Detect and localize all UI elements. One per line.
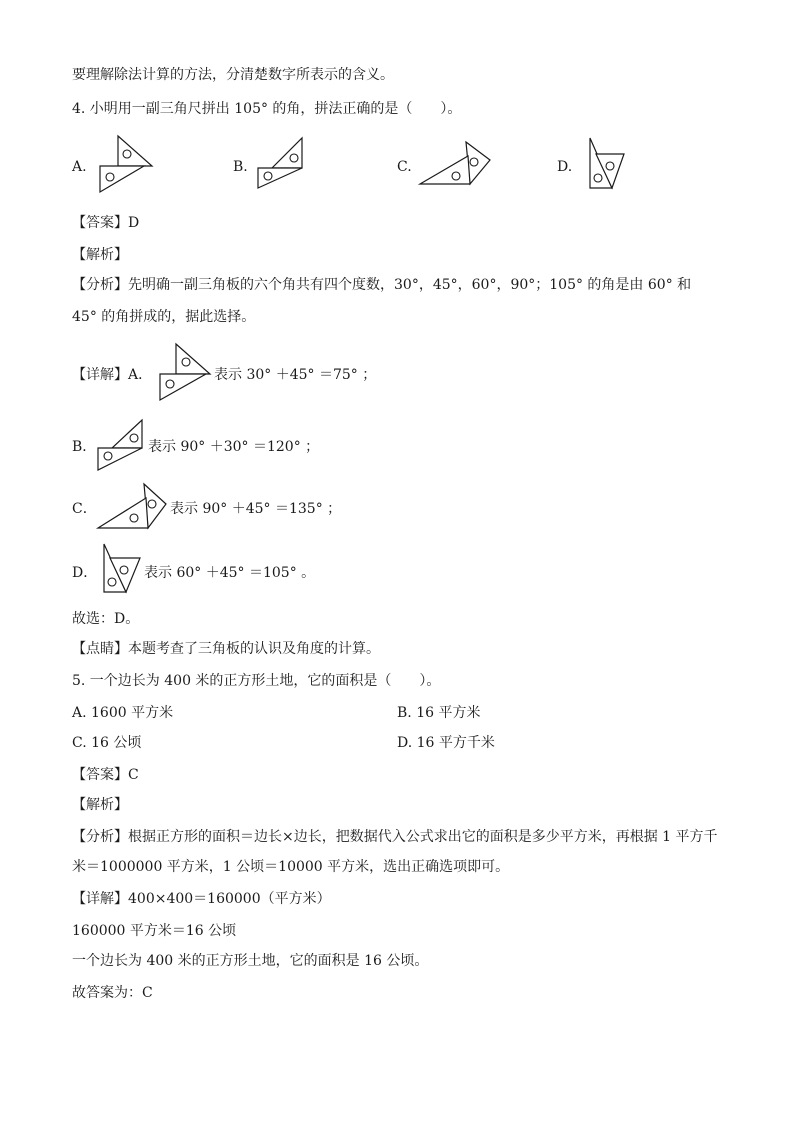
q4-detail-b-label: B． xyxy=(72,439,97,455)
q5-option-d: D. 16 平方千米 xyxy=(397,735,495,751)
q5-detail-line-1: 【详解】400×400＝160000（平方米） xyxy=(72,891,331,907)
q4-option-c-figure xyxy=(418,138,492,190)
q5-detail-line-2: 160000 平方米＝16 公顷 xyxy=(72,923,237,939)
q5-detail-line-3: 一个边长为 400 米的正方形土地，它的面积是 16 公顷。 xyxy=(72,953,429,969)
q5-answer: 【答案】C xyxy=(72,767,139,783)
q4-option-c-label: C. xyxy=(397,159,412,175)
q4-detail-d: 表示 60° ＋45° ＝105° 。 xyxy=(144,565,316,581)
q4-detail-a: 表示 30° ＋45° ＝75° ； xyxy=(214,367,377,383)
q4-detail-a-figure xyxy=(158,342,214,402)
q5-option-b: B. 16 平方米 xyxy=(397,705,481,721)
q4-detail-c: 表示 90° ＋45° ＝135° ； xyxy=(170,501,342,517)
q4-detail-c-label: C． xyxy=(72,501,97,517)
q4-option-a-figure xyxy=(96,134,156,196)
q5-question: 5. 一个边长为 400 米的正方形土地，它的面积是（ ）。 xyxy=(72,673,441,689)
q4-option-b-label: B. xyxy=(233,159,248,175)
q5-option-a: A. 1600 平方米 xyxy=(72,705,174,721)
q4-detail-b: 表示 90° ＋30° ＝120° ； xyxy=(148,439,320,455)
q4-answer: 【答案】D xyxy=(72,215,140,231)
q4-option-d-figure xyxy=(586,136,630,192)
q5-fenxi-line-1: 【分析】根据正方形的面积＝边长×边长，把数据代入公式求出它的面积是多少平方米，再根据 1 平方千 xyxy=(72,829,718,845)
q5-fenxi-line-2: 米＝1000000 平方米，1 公顷＝10000 平方米，选出正确选项即可。 xyxy=(72,859,510,875)
q5-jiexi: 【解析】 xyxy=(72,797,128,813)
q4-detail-prefix: 【详解】A． xyxy=(72,367,153,383)
q4-dianjing: 【点睛】本题考查了三角板的认识及角度的计算。 xyxy=(72,641,380,657)
q4-question: 4. 小明用一副三角尺拼出 105° 的角，拼法正确的是（ ）。 xyxy=(72,101,462,117)
q4-option-a-label: A. xyxy=(72,159,87,175)
q4-detail-c-figure xyxy=(96,482,168,532)
q4-jiexi: 【解析】 xyxy=(72,247,128,263)
q4-detail-b-figure xyxy=(96,418,148,474)
q4-option-d-label: D. xyxy=(557,159,573,175)
q4-conclusion: 故选：D。 xyxy=(72,611,140,627)
q4-option-b-figure xyxy=(254,136,312,194)
q4-fenxi-line-2: 45° 的角拼成的，据此选择。 xyxy=(72,309,256,325)
q4-detail-d-label: D． xyxy=(72,565,98,581)
q4-fenxi-line-1: 【分析】先明确一副三角板的六个角共有四个度数，30°，45°，60°，90°；105° 的角是由 60° 和 xyxy=(72,277,692,293)
q5-detail-line-4: 故答案为：C xyxy=(72,985,153,1001)
q4-detail-d-figure xyxy=(102,542,144,596)
intro-line: 要理解除法计算的方法，分清楚数字所表示的含义。 xyxy=(72,67,394,83)
q5-option-c: C. 16 公顷 xyxy=(72,735,142,751)
